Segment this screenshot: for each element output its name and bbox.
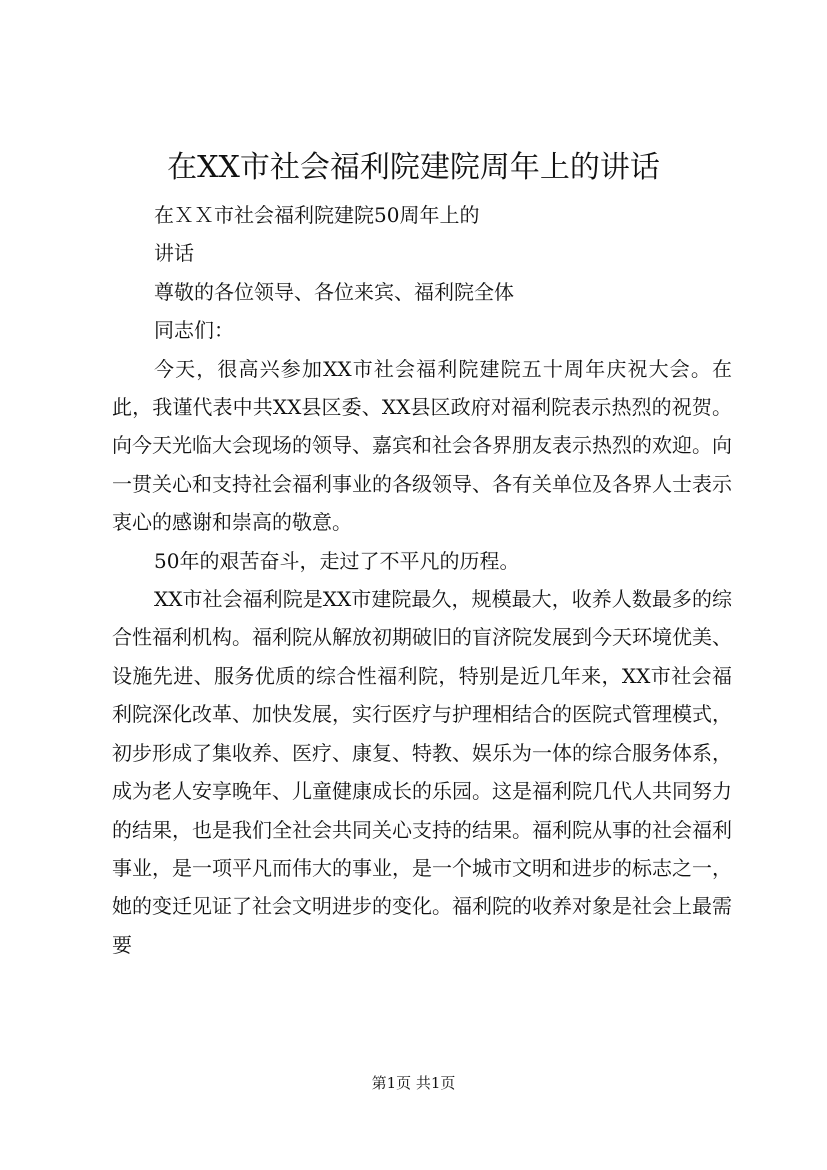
document-title: 在XX市社会福利院建院周年上的讲话 [167,150,660,185]
salutation-line-2: 同志们： [154,318,234,343]
body-paragraph: XX市社会福利院是XX市建院最久，规模最大，收养人数最多的综合性福利机构。福利院从解放初期破旧的盲济院发展到今天环境优美、设施先进、服务优质的综合性福利院，特别是近几年来，XX市社会福利院深化改革、加快发展，实行医疗与护理相结合的医院式管理模式，初步形成了集收养、医疗、康复、特教、娱乐为一体的综合服务体系，成为老人安享晚年、儿童健康成长的乐园。这是福利院几代人共同努力的结果，也是我们全社会共同关心支持的结果。福利院从事的社会福利事业，是一项平凡而伟大的事业，是一个城市文明和进步的标志之一，她的变迁见证了社会文明进步的变化。福利院的收养对象是社会上最需要 [112,587,732,957]
body-paragraph: 今天，很高兴参加XX市社会福利院建院五十周年庆祝大会。在此，我谨代表中共XX县区委、XX县区政府对福利院表示热烈的祝贺。向今天光临大会现场的领导、嘉宾和社会各界朋友表示热烈的欢迎。向一贯关心和支持社会福利事业的各级领导、各有关单位及各界人士表示衷心的感谢和崇高的敬意。 [112,356,732,535]
subtitle-line-2: 讲话 [154,241,194,266]
salutation-line-1: 尊敬的各位领导、各位来宾、福利院全体 [154,279,514,304]
body-paragraph: 50年的艰苦奋斗，走过了不平凡的历程。 [154,548,520,573]
page-footer: 第1页 共1页 [371,1074,456,1092]
subtitle-line-1: 在ＸＸ市社会福利院建院50周年上的 [154,203,480,227]
document-body [112,196,732,964]
